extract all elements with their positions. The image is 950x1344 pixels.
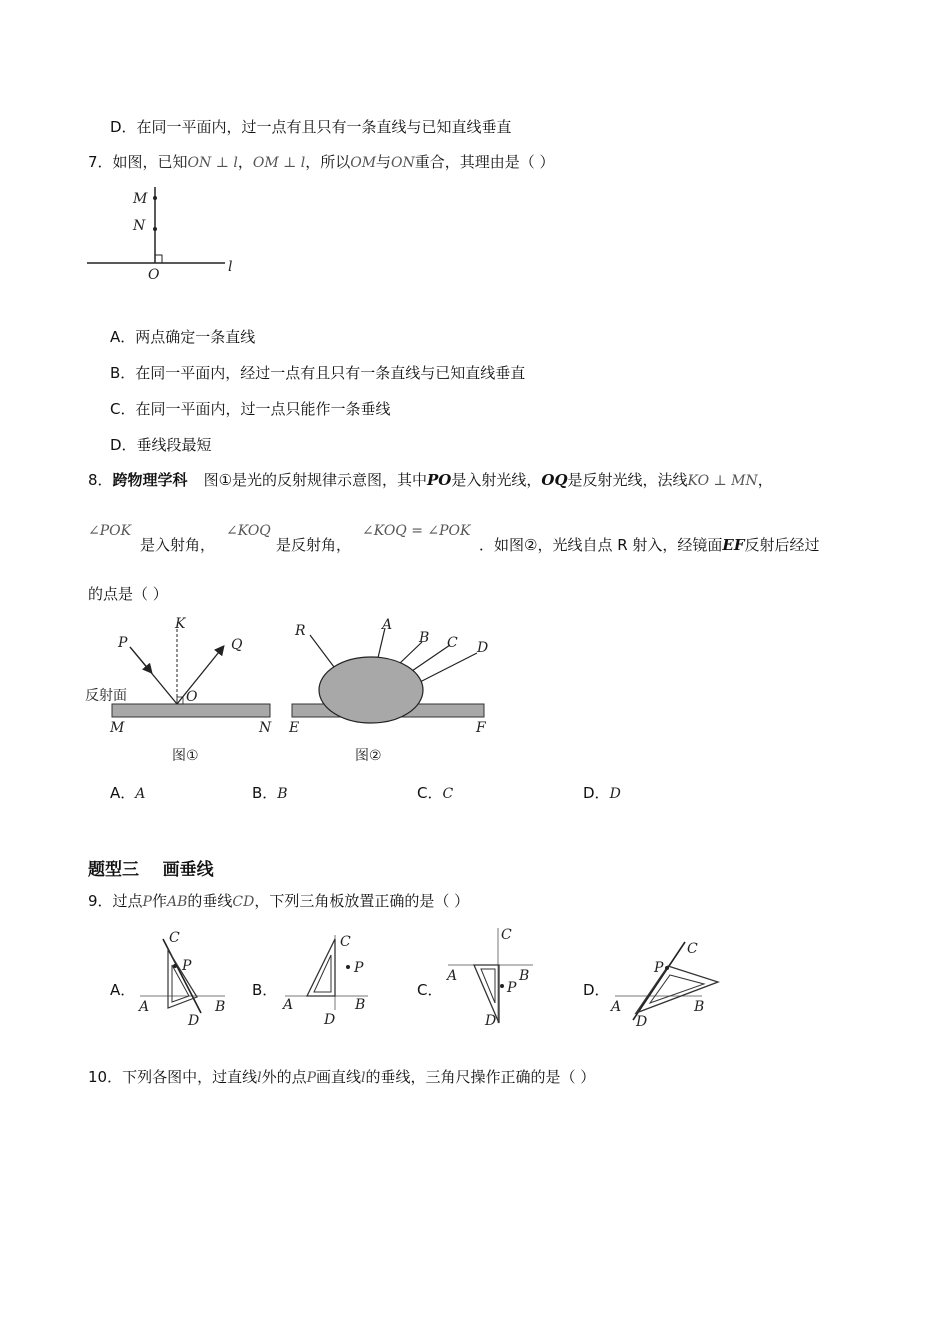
q9c-label-b: B	[519, 968, 530, 984]
q8-option-a-value: A	[135, 786, 146, 802]
q8-t4: ，	[757, 471, 773, 489]
q8-figure2	[285, 615, 500, 775]
q9-option-d-label	[583, 980, 610, 1000]
q9c-label-c: C	[501, 927, 512, 943]
q9-option-d-label-text: D．	[583, 981, 610, 999]
q9a-label-d: D	[188, 1013, 200, 1029]
q8-fig2-label-e: E	[289, 720, 300, 736]
q8-fig2-label-f: F	[476, 720, 486, 736]
q8-fig1-reflected-ray	[177, 647, 223, 704]
q8-t1: 图①是光的反射规律示意图，其中	[203, 471, 428, 489]
q9-option-a-label-text: A．	[110, 981, 136, 999]
q7-option-d	[110, 435, 212, 455]
q8-fig2-caption: 图②	[355, 748, 382, 764]
q7-point-n	[153, 227, 157, 231]
q10-t1: 10．下列各图中，过直线	[88, 1068, 258, 1086]
q8-po: PO	[427, 471, 452, 489]
q9b-label-a: A	[283, 997, 294, 1013]
q9b-triangle-inner	[314, 955, 331, 992]
q8-fig1-mirror	[112, 704, 270, 717]
q9-t2: 作	[151, 892, 167, 910]
q8-option-d	[583, 783, 621, 804]
q8-stem-line3	[88, 584, 168, 604]
q9a-label-c: C	[169, 930, 180, 946]
q9d-point-p	[665, 966, 669, 970]
q9-ab: AB	[166, 894, 188, 910]
q9b-point-p	[346, 965, 350, 969]
q10-t4: 的垂线，三角尺操作正确的是（ ）	[365, 1068, 596, 1086]
q7-option-d-text: D．垂线段最短	[110, 436, 212, 454]
q8-option-d-value: D	[609, 786, 621, 802]
q9-t1: 9．过点	[88, 892, 143, 910]
q8-fig2-label-r: R	[295, 623, 306, 639]
q9a-label-a: A	[139, 999, 150, 1015]
q9c-label-a: A	[447, 968, 458, 984]
q9b-label-d: D	[324, 1012, 336, 1028]
q10-t3: 画直线	[316, 1068, 362, 1086]
q8-fig2-label-b: B	[419, 630, 430, 646]
q7-point-m	[153, 196, 157, 200]
q8-math-pok	[88, 520, 131, 541]
q8-fig2-ray-r	[310, 635, 337, 671]
q8-fig1-caption: 图①	[172, 748, 199, 764]
q9-p: P	[142, 894, 152, 910]
q9a-label-b: B	[215, 999, 226, 1015]
q9-figure-c	[443, 925, 543, 1030]
q8-fig2-ray-d	[418, 653, 477, 683]
q8-fig1-label-n: N	[259, 720, 272, 736]
q9c-label-p: P	[507, 980, 517, 996]
q7-option-b	[110, 363, 525, 383]
q8-option-c	[417, 783, 453, 804]
q8-math-koq	[226, 520, 271, 541]
q7-label-o: O	[148, 267, 160, 283]
q8-t2: 是入射光线，	[451, 471, 542, 489]
q7-option-c-text: C．在同一平面内，过一点只能作一条垂线	[110, 400, 391, 418]
q9-option-c-label	[417, 980, 442, 1000]
q8-option-b-label: B．	[252, 784, 278, 802]
q8-fig1-incident-arrow	[130, 647, 151, 672]
q7-option-c	[110, 399, 390, 419]
q7-mid1: ，所以	[305, 153, 351, 171]
q9b-label-b: B	[355, 997, 366, 1013]
q9-option-b-label	[252, 980, 277, 1000]
q8-math-koq-text: ∠KOQ	[226, 523, 271, 539]
q8-fig1-label-o: O	[186, 689, 198, 705]
q7-option-a	[110, 327, 255, 347]
q8-fig1-label-q: Q	[231, 637, 243, 653]
q7-mid2: 与	[376, 153, 392, 171]
q7-right-angle-mark	[155, 255, 162, 263]
q8-t9: 的点是（ ）	[88, 585, 168, 603]
q8-figure1	[85, 615, 285, 775]
q7-label-n: N	[133, 218, 146, 234]
q8-fig2-label-c: C	[447, 635, 458, 651]
section3-title	[88, 855, 214, 880]
q8-t3: 是反射光线，法线	[567, 471, 688, 489]
q7-stem-suffix: 重合，其理由是（ ）	[414, 153, 555, 171]
q9c-point-p	[500, 984, 504, 988]
q8-t5-wrap	[140, 535, 215, 555]
q8-t6: 是反射角，	[276, 536, 352, 554]
q9d-label-d: D	[636, 1014, 648, 1030]
q8-option-b-value: B	[277, 786, 288, 802]
q8-fig1-label-p: P	[118, 635, 128, 651]
q8-math-ko-perp-mn: KO ⊥ MN	[687, 473, 758, 489]
q8-option-c-label: C．	[417, 784, 443, 802]
q8-fig2-ellipse	[319, 657, 423, 723]
q8-option-d-label: D．	[583, 784, 610, 802]
q7-stem	[88, 152, 555, 173]
q8-t7-wrap	[479, 535, 820, 555]
q9a-point-p	[173, 964, 177, 968]
q9d-label-b: B	[694, 999, 705, 1015]
q10-p: P	[306, 1070, 317, 1086]
q8-t8: 反射后经过	[744, 536, 820, 554]
q7-label-l: l	[228, 259, 233, 275]
q9-figure-b	[280, 925, 380, 1030]
q7-math-om: OM	[350, 155, 377, 171]
section3-title-text: 题型三 画垂线	[88, 860, 214, 880]
q8-t7: ．如图②，光线自点 R 射入，经镜面	[479, 536, 723, 554]
q9-option-b-label-text: B．	[252, 981, 278, 999]
q9c-label-d: D	[485, 1013, 497, 1029]
q9-stem	[88, 891, 469, 912]
q7-stem-prefix: 7．如图，已知	[88, 153, 188, 171]
q8-fig1-label-k: K	[175, 616, 186, 632]
q8-fig2-label-a: A	[382, 617, 393, 633]
q9-t4: ，下列三角板放置正确的是（ ）	[254, 892, 470, 910]
q9-option-a-label	[110, 980, 135, 1000]
q7-option-b-text: B．在同一平面内，经过一点有且只有一条直线与已知直线垂直	[110, 364, 526, 382]
q7-math-on: ON	[391, 155, 415, 171]
q9-option-c-label-text: C．	[417, 981, 443, 999]
q7-figure	[85, 185, 245, 285]
q8-fig1-mirror-label: 反射面	[85, 688, 127, 704]
q7-math-om-perp-l: OM ⊥ l	[252, 155, 306, 171]
q8-fig2-label-d: D	[477, 640, 489, 656]
q8-option-c-value: C	[442, 786, 454, 802]
q8-t6-wrap	[276, 535, 351, 555]
q6-option-d-text: D．在同一平面内，过一点有且只有一条直线与已知直线垂直	[110, 118, 512, 136]
q9b-label-p: P	[354, 960, 364, 976]
q8-math-koq-eq-pok	[362, 520, 471, 541]
q9d-label-c: C	[687, 941, 698, 957]
q6-option-d	[110, 117, 512, 137]
q9b-label-c: C	[340, 934, 351, 950]
q8-option-a	[110, 783, 145, 804]
q8-ef: EF	[722, 536, 745, 554]
q8-t5: 是入射角，	[140, 536, 216, 554]
q9d-label-a: A	[611, 999, 622, 1015]
q9d-triangle-outer	[636, 966, 718, 1013]
q8-num: 8．	[88, 471, 113, 489]
q8-fig1-label-m: M	[110, 720, 125, 736]
q8-math-pok-text: ∠POK	[88, 523, 132, 539]
q7-math-on-perp-l: ON ⊥ l	[187, 155, 238, 171]
q9-t3: 的垂线	[187, 892, 233, 910]
q8-oq: OQ	[541, 471, 568, 489]
q10-t2: 外的点	[261, 1068, 307, 1086]
q9d-line-cd	[633, 942, 685, 1020]
q10-l2: l	[361, 1070, 366, 1086]
q8-tag: 跨物理学科	[112, 471, 188, 489]
q9-figure-d	[610, 925, 720, 1030]
q7-option-a-text: A．两点确定一条直线	[110, 328, 256, 346]
q9-figure-a	[135, 925, 235, 1030]
q8-stem-line1	[88, 470, 773, 491]
q8-option-a-label: A．	[110, 784, 136, 802]
q7-label-m: M	[133, 191, 148, 207]
q8-math-koq-eq-pok-text: ∠KOQ = ∠POK	[362, 523, 471, 539]
q9a-label-p: P	[182, 958, 192, 974]
q9d-label-p: P	[654, 960, 664, 976]
q10-stem	[88, 1067, 595, 1088]
q7-sep: ，	[237, 153, 253, 171]
q9-cd: CD	[232, 894, 255, 910]
q10-l1: l	[257, 1070, 262, 1086]
q8-option-b	[252, 783, 288, 804]
